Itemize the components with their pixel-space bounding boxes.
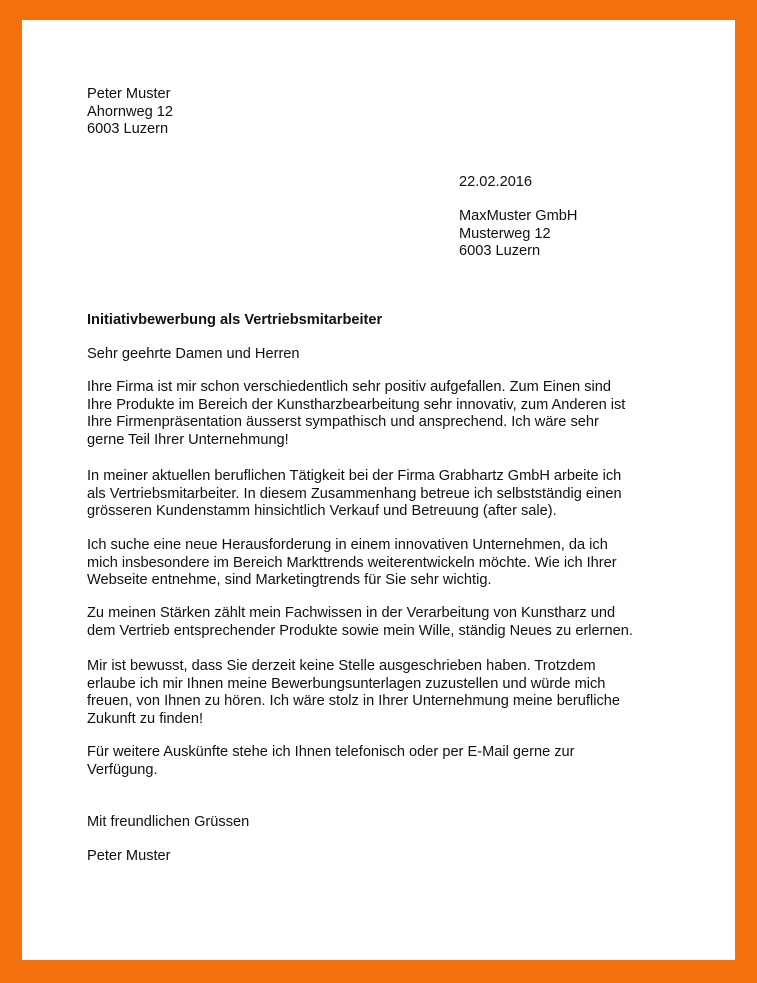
paragraph-line: Webseite entnehme, sind Marketingtrends für Sie sehr wichtig. [87, 572, 492, 588]
salutation: Sehr geehrte Damen und Herren [87, 346, 300, 362]
recipient-company: MaxMuster GmbH [459, 208, 578, 224]
paragraph-line: In meiner aktuellen beruflichen Tätigkeit bei der Firma Grabhartz GmbH arbeite ich [87, 468, 622, 484]
body-paragraph [87, 605, 687, 640]
paragraph-line: grösseren Kundenstamm hinsichtlich Verkauf und Betreuung (after sale). [87, 503, 557, 519]
paragraph-line: als Vertriebsmitarbeiter. In diesem Zusammenhang betreue ich selbstständig einen [87, 485, 622, 502]
body-paragraph [87, 468, 687, 521]
paragraph-line: erlaube ich mir Ihnen meine Bewerbungsunterlagen zuzustellen und würde mich [87, 675, 606, 692]
body-paragraph [87, 658, 687, 728]
paragraph-line: Ihre Firmenpräsentation äusserst sympathisch und ansprechend. Ich wäre sehr [87, 414, 599, 430]
paragraph-line: Ihre Firma ist mir schon verschiedentlich sehr positiv aufgefallen. Zum Einen sind [87, 379, 611, 395]
paragraph-line: Mir ist bewusst, dass Sie derzeit keine Stelle ausgeschrieben haben. Trotzdem [87, 658, 596, 674]
recipient-address [459, 208, 577, 261]
paragraph-line: dem Vertrieb entsprechender Produkte sowie mein Wille, ständig Neues zu erlernen. [87, 622, 633, 639]
subject-line: Initiativbewerbung als Vertriebsmitarbeiter [87, 312, 383, 328]
paragraph-line: Zukunft zu finden! [87, 710, 204, 727]
sender-street: Ahornweg 12 [87, 103, 174, 120]
body-paragraph [87, 537, 687, 590]
paragraph-line: gerne Teil Ihrer Unternehmung! [87, 431, 289, 448]
paragraph-line: Ihre Produkte im Bereich der Kunstharzbearbeitung sehr innovativ, zum Anderen ist [87, 396, 626, 413]
recipient-street: Musterweg 12 [459, 225, 551, 242]
paragraph-line: freuen, von Ihnen zu hören. Ich wäre stolz in Ihrer Unternehmung meine berufliche [87, 693, 620, 709]
body-paragraph [87, 744, 687, 779]
body-paragraph [87, 379, 687, 449]
paragraph-line: mich insbesondere im Bereich Markttrends weiterentwickeln möchte. Wie ich Ihrer [87, 554, 617, 571]
closing: Mit freundlichen Grüssen [87, 814, 250, 830]
letter-date: 22.02.2016 [459, 174, 533, 190]
signature-name: Peter Muster [87, 848, 171, 864]
sender-address [87, 86, 173, 139]
recipient-city: 6003 Luzern [459, 243, 541, 259]
paragraph-line: Ich suche eine neue Herausforderung in einem innovativen Unternehmen, da ich [87, 537, 608, 553]
sender-city: 6003 Luzern [87, 121, 169, 137]
sender-name: Peter Muster [87, 86, 171, 102]
paragraph-line: Verfügung. [87, 761, 158, 778]
paragraph-line: Für weitere Auskünfte stehe ich Ihnen telefonisch oder per E-Mail gerne zur [87, 744, 575, 760]
paragraph-line: Zu meinen Stärken zählt mein Fachwissen in der Verarbeitung von Kunstharz und [87, 605, 616, 621]
letter-page [22, 20, 735, 960]
